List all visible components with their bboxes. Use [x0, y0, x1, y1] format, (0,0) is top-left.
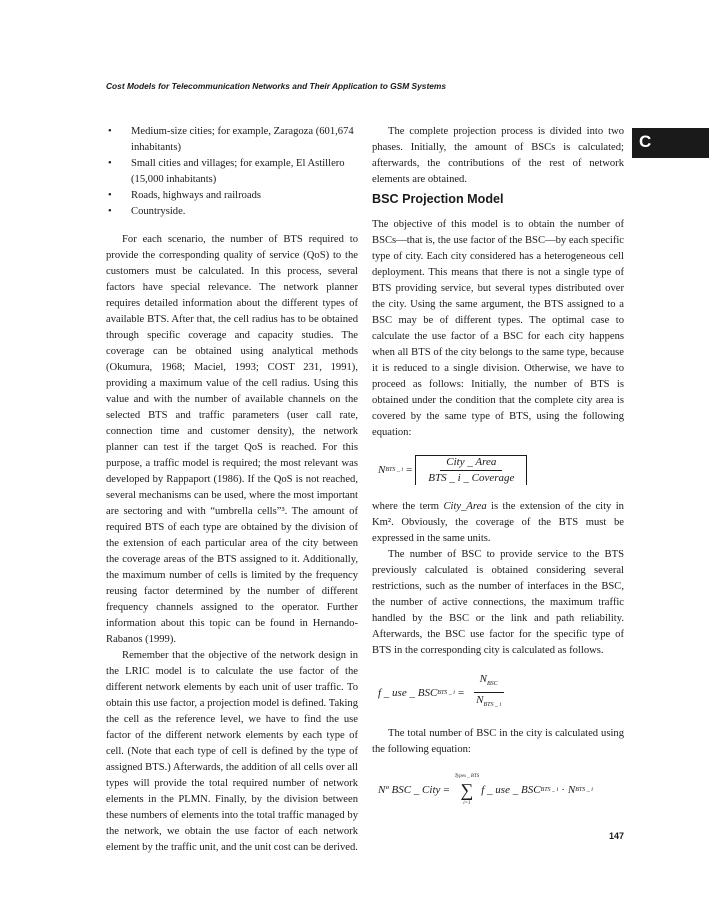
eq-den-subscript: BTS _ i — [483, 702, 502, 708]
eq-fraction — [470, 673, 507, 712]
intro-paragraph: The complete projection process is divided into two phases. Initially, the amount of BSCs is calculated; afterwards, the contributions of the rest of network elements are obtained. — [372, 126, 624, 185]
eq-fraction — [422, 456, 520, 485]
eq-bracket — [415, 455, 527, 485]
sum-upper-limit: Types _ BTS — [454, 774, 480, 779]
sum-symbol: ∑ — [460, 780, 474, 800]
right-column — [372, 124, 624, 822]
eq-num-subscript: BSC — [487, 681, 498, 687]
eq-den-symbol: N — [476, 694, 484, 706]
section-tab-letter: C — [639, 132, 652, 151]
eq-denominator: BTS _ i _ Coverage — [428, 472, 515, 484]
list-item: • Countryside. — [106, 204, 358, 220]
list-item: • Small cities and villages; for example, El Astillero (15,000 inhabitants) — [106, 156, 358, 188]
body-paragraph: The total number of BSC in the city is calculated using the following equation: — [372, 728, 624, 755]
eq-equals: = — [406, 464, 413, 476]
eq-term-subscript: BTS _ i — [540, 787, 559, 793]
sum-lower-limit: i=1 — [463, 801, 471, 806]
eq-lhs: N — [378, 464, 386, 476]
term-city-area: City_Area — [443, 501, 487, 512]
eq-dot: · — [561, 784, 565, 796]
eq-lhs-subscript: BTS _ i — [437, 689, 455, 696]
left-column — [106, 124, 358, 856]
list-item: • Roads, highways and railroads — [106, 188, 358, 204]
equation-total-bsc — [378, 772, 624, 808]
list-item: • Medium-size cities; for example, Zaragoza (601,674 inhabitants) — [106, 124, 358, 156]
eq-lhs: Nº BSC _ City — [378, 784, 441, 796]
eq-lhs-subscript: BTS _ i — [385, 467, 404, 473]
body-paragraph: The objective of this model is to obtain the number of BSCs—that is, the use factor of the BSC—by each specific type of city. Each city considered has a heterogeneous cell deployment. This means that there is not a single type of BTS providing service, but several types distributed over the city. Using the same argument, the BTS assigned to a BSC may be of different types. The optimal case to calculate the use factor of a BSC for each city happens when all BTS of the city belongs to the same type, because it is reduced to a single division. Otherwise, we have to proceed as follows: Initially, the number of BTS is obtained under the condition that the complete city area is covered by the same type of BTS, using the following equation: — [372, 219, 624, 438]
equation-bsc-use-factor — [378, 673, 624, 712]
eq-n-subscript: BTS _ i — [575, 787, 593, 793]
section-title: BSC Projection Model — [372, 192, 504, 206]
eq-num-symbol: N — [479, 673, 488, 685]
eq-numerator — [474, 673, 504, 693]
body-paragraph — [372, 499, 624, 547]
equation-bts-count — [378, 455, 624, 485]
page-number: 147 — [609, 831, 625, 841]
eq-denominator — [470, 693, 507, 712]
eq-n: N — [567, 784, 576, 796]
body-paragraph: The number of BSC to provide service to the BTS previously calculated is obtained considering several restrictions, such as the number of interfaces in the BSC, the number of active connections, the maximum traffic handled by the BSC or the link and path reliability. Afterwards, the BSC use factor for the specific type of BTS in the corresponding city is calculated as follows. — [372, 549, 624, 656]
eq-numerator: City _ Area — [440, 456, 502, 471]
text-fragment: is the extension of the city in Km². Obviously, the coverage of the BTS must be expressed in the same units. — [372, 501, 624, 544]
running-header: Cost Models for Telecommunication Networks and Their Application to GSM Systems — [106, 81, 447, 91]
section-tab — [632, 128, 709, 158]
eq-equals: = — [457, 686, 465, 699]
eq-term: f _ use _ BSC — [481, 784, 541, 796]
body-paragraph: For each scenario, the number of BTS required to provide the corresponding quality of service (QoS) to the customers must be calculated. In this process, several factors have special relevance. The network planner requires detailed information about the different types of available BTS. After that, the cell radius has to be obtained through specific coverage and capacity studies. The coverage can be obtained using analytical methods (Okumura, 1968; Maciel, 1993; COST 231, 1991), providing a maximum value of the cell radius. Using this value and with the number of available channels on the selected BTS and traffic parameters (user call rate, connection time and customer density), the network planner can test if the target QoS is reached. For this purpose, a traffic model is required; the most relevant was developed by Rappaport (1986). If the QoS is not reached, several mechanisms can be used, where the most important are sectoring and with “umbrella cells”³. The amount of required BTS of each type are obtained by the division of the extension of each particular area of the city between the coverage areas of the BTS assigned to it. Additionally, the maximum number of cells is limited by the frequency reusing factor determined by the number of different frequency channels assigned to the operator. Further information about this topic can be found in Hernando-Rabanos (1999). — [106, 234, 358, 645]
body-paragraph: Remember that the objective of the network design in the LRIC model is to calculate the use factor of the different network elements by each unit of user traffic. To obtain this use factor, a projection model is defined. Taking the cell as the reference level, we have to find the use factor of the different network elements by each type of cell. (Note that each type of cell is defined by the type of assigned BTS.) Afterwards, the addition of all cells over all types will provide the total required number of network elements in the PLMN. Finally, by the division between these numbers of elements into the total traffic managed by the network, we obtain the use factor of each network element by the traffic unit, and the unit cost can be derived. — [106, 650, 358, 853]
eq-lhs: f _ use _ BSC — [378, 686, 438, 699]
summation — [455, 772, 480, 808]
eq-equals: = — [443, 784, 450, 796]
scenario-list — [106, 124, 358, 220]
text-fragment: where the term — [372, 501, 440, 512]
